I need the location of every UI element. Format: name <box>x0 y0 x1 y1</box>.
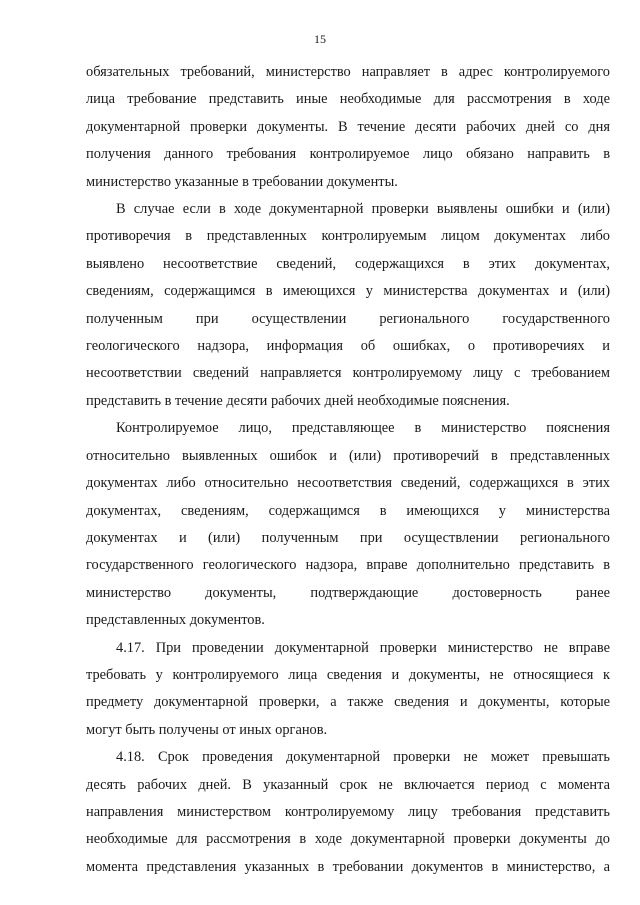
text-line: сведениям, содержащимся в имеющихся у министерства документах и (или) <box>86 283 610 300</box>
text-line: могут быть получены от иных органов. <box>86 721 328 738</box>
text-line: геологического надзора, информация об ошибках, о противоречиях и <box>86 338 610 355</box>
text-line: десять рабочих дней. В указанный срок не включается период с момента <box>86 776 610 793</box>
text-line: документах и (или) полученным при осуществлении регионального <box>86 529 610 546</box>
text-line: направления министерством контролируемому лицу требования представить <box>86 803 610 820</box>
text-line: момента представления указанных в требовании документов в министерство, а <box>86 858 610 875</box>
text-line: обязательных требований, министерство направляет в адрес контролируемого <box>86 64 610 80</box>
text-line: 4.18. Срок проведения документарной проверки не может превышать <box>116 749 610 766</box>
text-line: необходимые для рассмотрения в ходе документарной проверки документы до <box>86 831 610 848</box>
text-line: государственного геологического надзора, вправе дополнительно представить в <box>86 557 610 574</box>
text-line: выявлено несоответствие сведений, содержащихся в этих документах, <box>86 255 610 272</box>
text-line: министерство указанные в требовании документы. <box>86 173 398 190</box>
text-line: полученным при осуществлении регионального государственного <box>86 310 610 327</box>
text-line: требовать у контролируемого лица сведения и документы, не относящиеся к <box>86 666 610 683</box>
text-line: документах, сведениям, содержащимся в имеющихся у министерства <box>86 502 610 519</box>
text-line: В случае если в ходе документарной проверки выявлены ошибки и (или) <box>116 201 610 218</box>
text-line: 4.17. При проведении документарной проверки министерство не вправе <box>116 639 610 656</box>
document-body <box>86 59 610 881</box>
text-line: представить в течение десяти рабочих дней необходимые пояснения. <box>86 392 510 409</box>
text-line: документах либо относительно несоответствия сведений, содержащихся в этих <box>86 475 610 492</box>
text-line: получения данного требования контролируемое лицо обязано направить в <box>86 146 610 163</box>
text-line: противоречия в представленных контролируемым лицом документах либо <box>86 228 610 245</box>
text-line: министерство документы, подтверждающие достоверность ранее <box>86 584 610 601</box>
text-line: документарной проверки документы. В течение десяти рабочих дней со дня <box>86 118 610 135</box>
text-line: относительно выявленных ошибок и (или) противоречий в представленных <box>86 447 610 464</box>
text-line: представленных документов. <box>86 612 265 629</box>
text-line: предмету документарной проверки, а также сведения и документы, которые <box>86 694 610 711</box>
text-line: лица требование представить иные необходимые для рассмотрения в ходе <box>86 91 610 108</box>
text-line: Контролируемое лицо, представляющее в министерство пояснения <box>116 420 610 437</box>
page-number: 15 <box>314 32 326 46</box>
text-line: несоответствии сведений направляется контролируемому лицу с требованием <box>86 365 610 382</box>
